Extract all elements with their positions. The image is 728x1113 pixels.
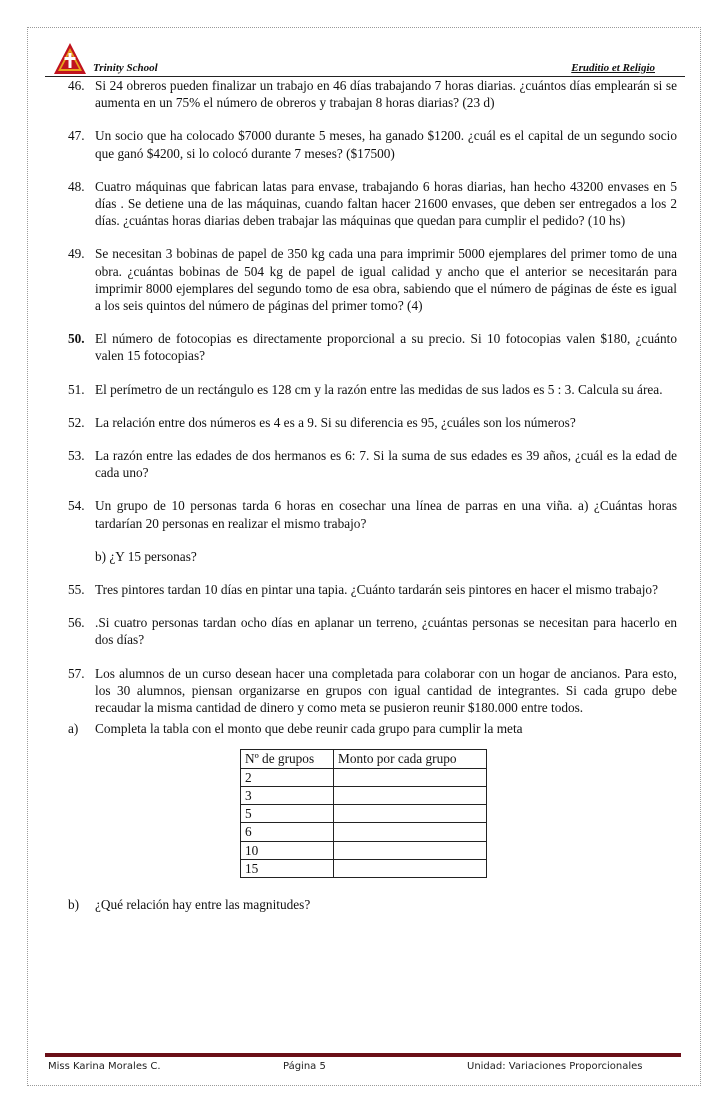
footer-author: Miss Karina Morales C. xyxy=(48,1061,161,1072)
question-number: 47. xyxy=(68,128,85,144)
school-logo-icon xyxy=(53,42,87,76)
question-text: La relación entre dos números es 4 es a 9. Si su diferencia es 95, ¿cuáles son los números? xyxy=(95,414,576,430)
question-57-part-a xyxy=(68,720,677,737)
question-text: La razón entre las edades de dos hermanos es 6: 7. Si la suma de sus edades es 39 años, ¿cuál es la edad de cada uno? xyxy=(95,448,677,481)
table-row xyxy=(241,786,487,804)
amount-cell[interactable] xyxy=(334,841,487,859)
question-number: 52. xyxy=(68,414,85,430)
question-51 xyxy=(68,381,677,398)
part-label: a) xyxy=(68,721,79,737)
question-text: El perímetro de un rectángulo es 128 cm y la razón entre las medidas de sus lados es 5 : 3. Calcula su área. xyxy=(95,381,663,397)
question-number: 46. xyxy=(68,78,85,93)
amount-cell[interactable] xyxy=(334,859,487,877)
amount-cell[interactable] xyxy=(334,768,487,786)
question-text: Un socio que ha colocado $7000 durante 5 meses, ha ganado $1200. ¿cuál es el capital de un segundo socio que ganó $4200, si lo colocó durante 7 meses? ($17500) xyxy=(95,128,677,161)
question-text: Tres pintores tardan 10 días en pintar una tapia. ¿Cuánto tardarán seis pintores en hacer el mismo trabajo? xyxy=(95,582,658,598)
school-motto: Eruditio et Religio xyxy=(571,62,655,74)
groups-cell: 2 xyxy=(241,768,334,786)
question-number: 49. xyxy=(68,246,85,262)
part-text: Completa la tabla con el monto que debe reunir cada grupo para cumplir la meta xyxy=(95,721,523,737)
question-subpart: b) ¿Y 15 personas? xyxy=(95,548,197,564)
question-number: 54. xyxy=(68,498,85,514)
question-text: .Si cuatro personas tardan ocho días en aplanar un terreno, ¿cuántas personas se necesitan para hacerlo en dos días? xyxy=(95,615,677,648)
footer-divider xyxy=(45,1053,681,1057)
amount-cell[interactable] xyxy=(334,786,487,804)
question-56 xyxy=(68,614,677,648)
groups-table xyxy=(240,749,487,877)
part-label: b) xyxy=(68,896,80,912)
part-text: ¿Qué relación hay entre las magnitudes? xyxy=(95,896,311,912)
question-number: 57. xyxy=(68,665,85,681)
question-text: Los alumnos de un curso desean hacer una completada para colaborar con un hogar de ancianos. Para esto, los 30 alumnos, piensan organizarse en grupos con igual cantidad de integrantes. Si cada grupo debe recaudar la misma cantidad de dinero y como meta se pusieron reunir $180.000 entre todos. xyxy=(95,665,677,716)
question-50 xyxy=(68,330,677,364)
question-54 xyxy=(68,497,677,565)
question-48 xyxy=(68,178,677,230)
groups-cell: 10 xyxy=(241,841,334,859)
table-row xyxy=(241,841,487,859)
question-57 xyxy=(68,665,677,717)
groups-cell: 3 xyxy=(241,786,334,804)
question-number: 51. xyxy=(68,381,85,397)
question-text: Si 24 obreros pueden finalizar un trabajo en 46 días trabajando 7 horas diarias. ¿cuántos días emplearán si se aumenta en un 75% el número de obreros y trabajan 8 horas diarias? (23 d) xyxy=(95,78,677,111)
question-46 xyxy=(68,77,677,111)
school-name: Trinity School xyxy=(93,62,158,74)
column-header-groups: Nº de grupos xyxy=(241,750,334,768)
question-55 xyxy=(68,581,677,598)
question-number: 53. xyxy=(68,448,85,464)
question-52 xyxy=(68,414,677,431)
amount-cell[interactable] xyxy=(334,805,487,823)
groups-cell: 5 xyxy=(241,805,334,823)
table-row xyxy=(241,768,487,786)
footer-unit: Unidad: Variaciones Proporcionales xyxy=(467,1061,643,1072)
question-number: 48. xyxy=(68,178,85,194)
question-49 xyxy=(68,245,677,314)
table-row xyxy=(241,805,487,823)
question-text: Un grupo de 10 personas tarda 6 horas en cosechar una línea de parras en una viña. a) ¿Cuántas horas tardarían 20 personas en realizar el mismo trabajo? xyxy=(95,498,677,531)
table-row xyxy=(241,859,487,877)
question-number: 55. xyxy=(68,582,85,598)
question-57-part-b xyxy=(68,896,677,913)
question-text: El número de fotocopias es directamente proporcional a su precio. Si 10 fotocopias valen $180, ¿cuánto valen 15 fotocopias? xyxy=(95,331,677,364)
groups-cell: 15 xyxy=(241,859,334,877)
question-text: Cuatro máquinas que fabrican latas para envase, trabajando 6 horas diarias, han hecho 43200 envases en 5 días . Se detiene una de las máquinas, cuando faltan hacer 21600 envases, que deben ser entregados a los 2 días. ¿cuántas horas diarias deben trabajar las máquinas que quedan para cumplir el pedido? (10 hs) xyxy=(95,178,677,229)
question-47 xyxy=(68,127,677,161)
column-header-amount: Monto por cada grupo xyxy=(334,750,487,768)
question-number: 56. xyxy=(68,615,85,631)
question-53 xyxy=(68,447,677,481)
question-number: 50. xyxy=(68,331,85,347)
table-header-row xyxy=(241,750,487,768)
amount-cell[interactable] xyxy=(334,823,487,841)
footer-page-number: Página 5 xyxy=(283,1061,326,1072)
table-row xyxy=(241,823,487,841)
groups-cell: 6 xyxy=(241,823,334,841)
exercise-list xyxy=(68,77,677,913)
question-text: Se necesitan 3 bobinas de papel de 350 kg cada una para imprimir 5000 ejemplares del primer tomo de una obra. ¿cuántas bobinas de 504 kg de papel de igual calidad y ancho que el anterior se necesitarán para imprimir 8000 ejemplares del segundo tomo de esa obra, sabiendo que el número de páginas de éste es igual a los seis quintos del número de páginas del primer tomo? (4) xyxy=(95,246,677,314)
